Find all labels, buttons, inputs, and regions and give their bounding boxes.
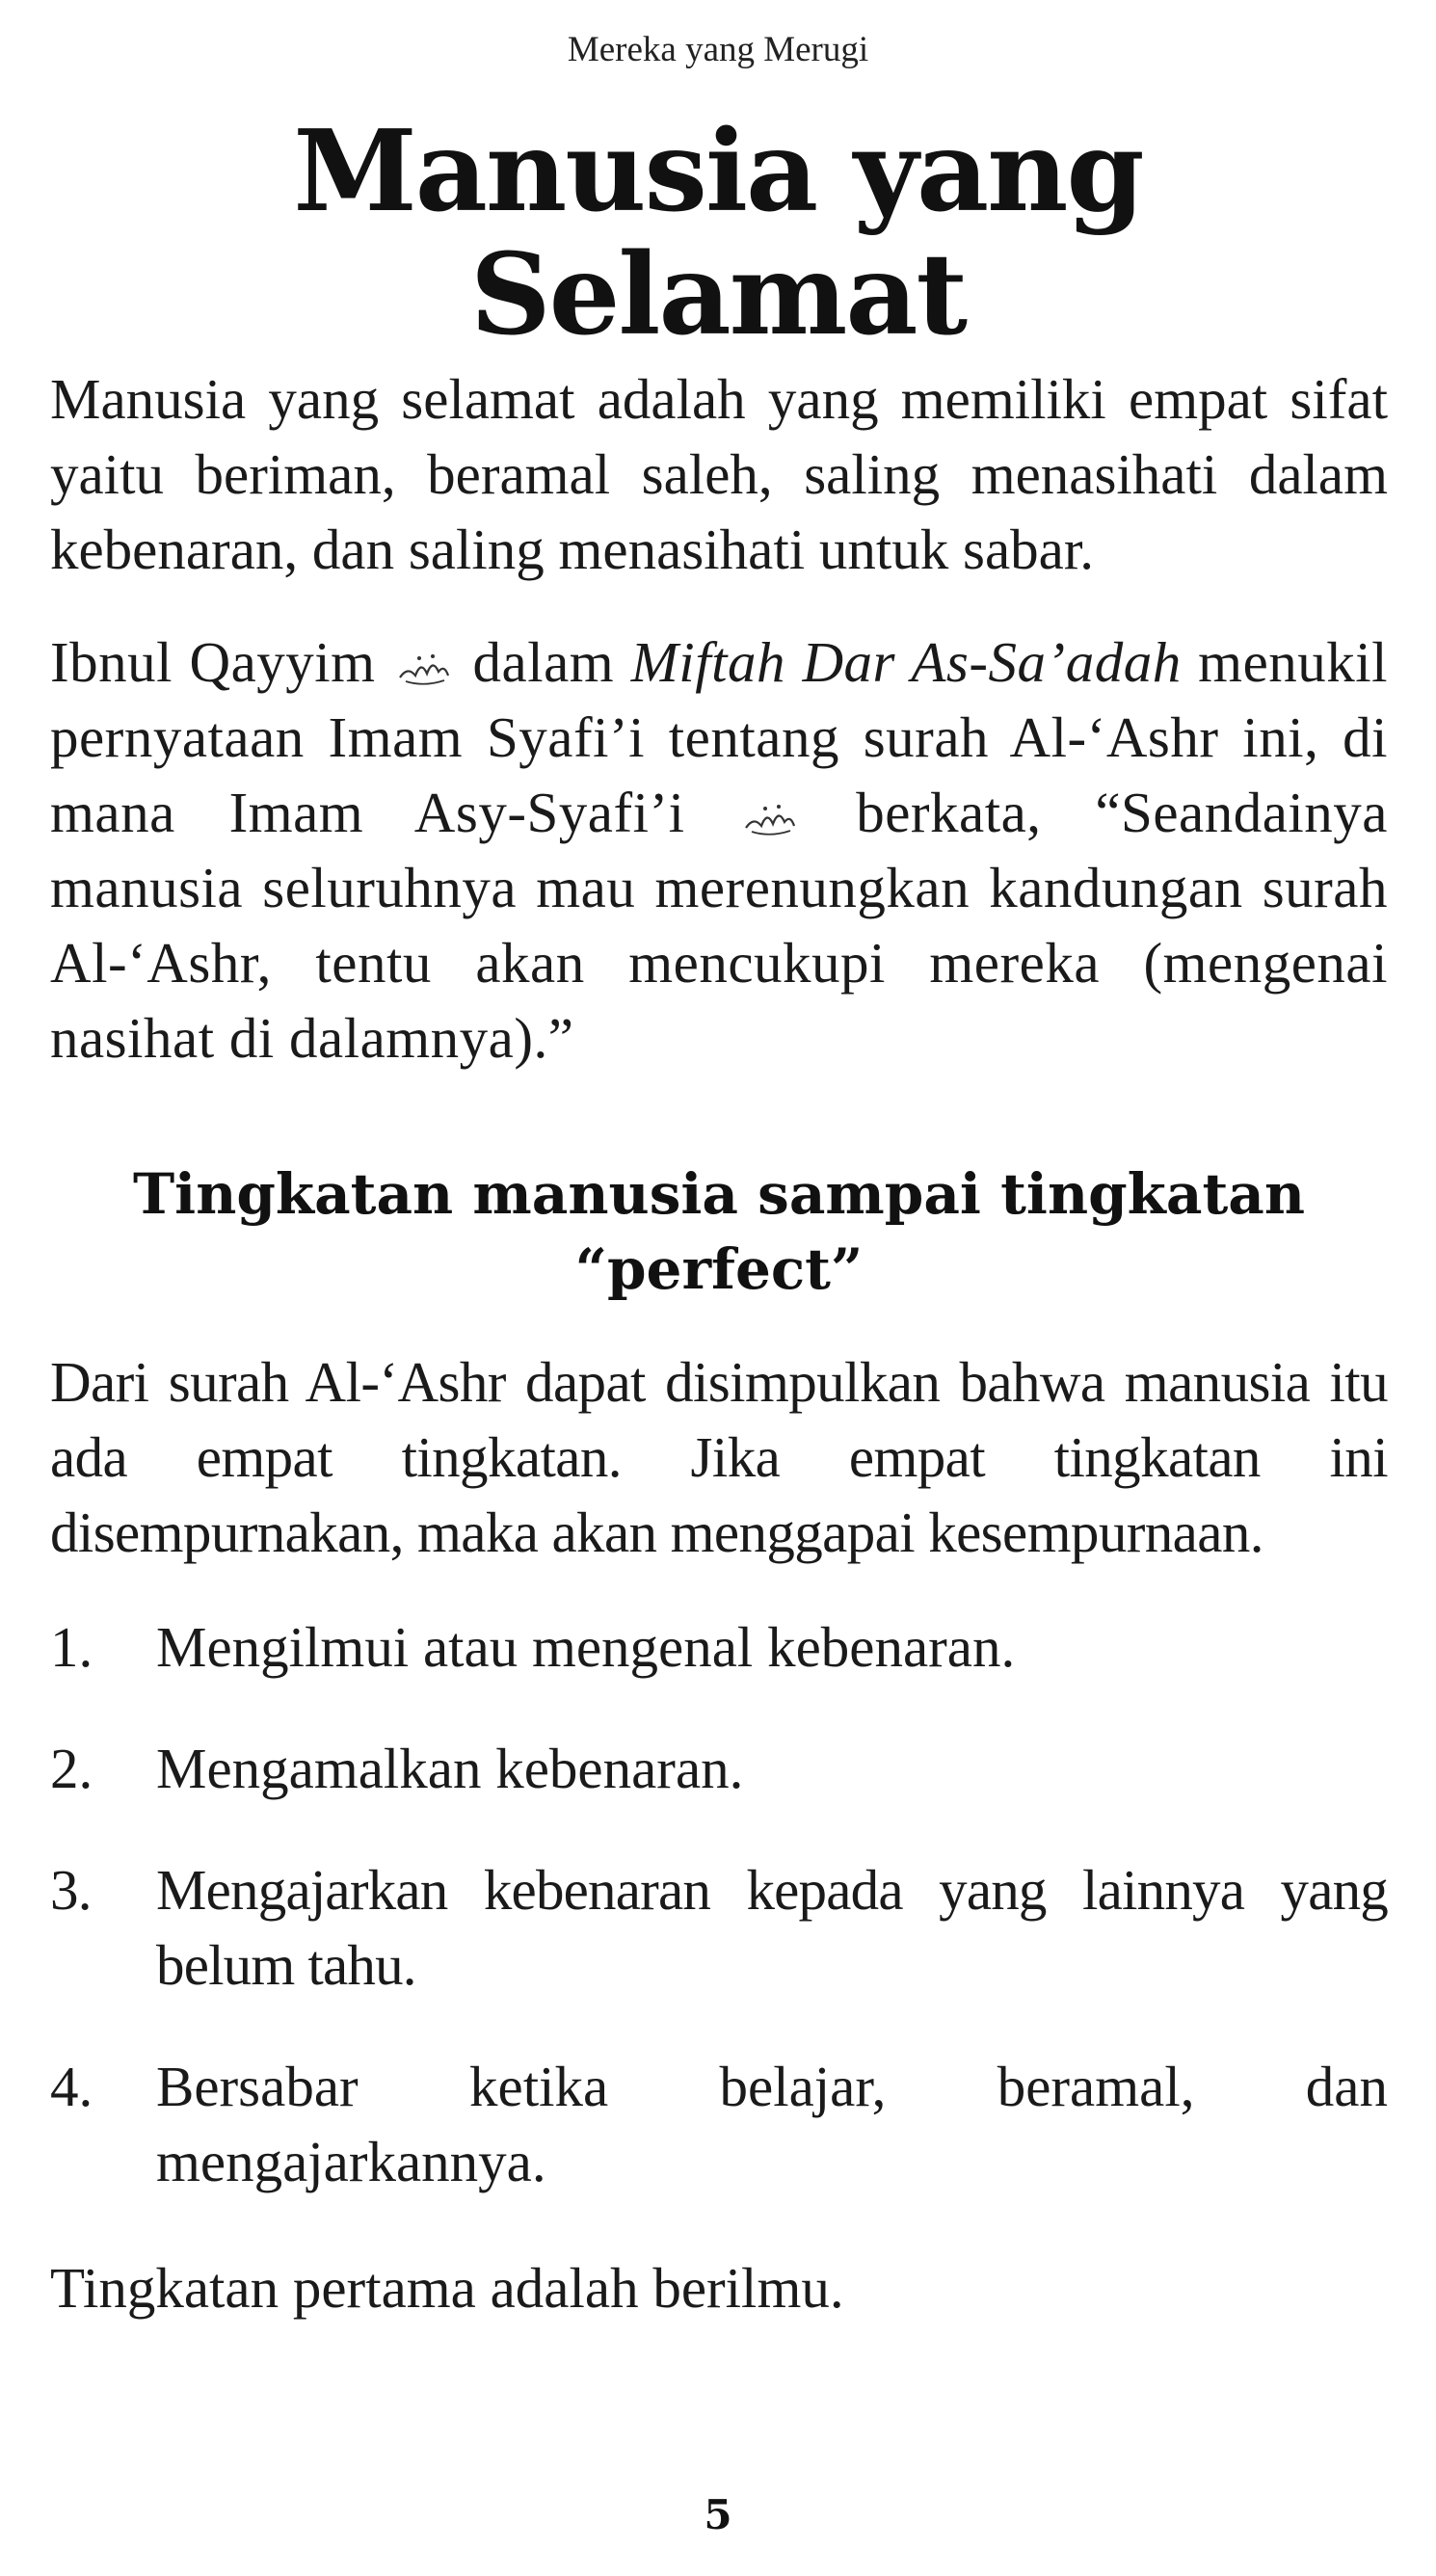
section-heading	[50, 1156, 1388, 1307]
running-header: Mereka yang Merugi	[567, 30, 869, 69]
list-item-text: Mengajarkan kebenaran kepada yang lainnya yang belum tahu.	[156, 1858, 1388, 1997]
rahimahullah-calligraphy-icon	[396, 649, 452, 687]
list-item-number: 1.	[50, 1615, 93, 1679]
book-title: Miftah Dar As-Sa’adah	[630, 630, 1182, 694]
list-item	[50, 1609, 1388, 1685]
list-item-number: 2.	[50, 1737, 93, 1800]
paragraph-text: dalam	[472, 630, 615, 694]
list-item	[50, 1731, 1388, 1806]
section-heading-line2: “perfect”	[574, 1236, 864, 1302]
list-item	[50, 1852, 1388, 2003]
list-item-text: Mengamalkan kebenaran.	[156, 1737, 744, 1800]
paragraph-text: Ibnul Qayyim	[50, 630, 376, 694]
paragraph-text: menukil pernyataan Imam Syafi’i tentang surah Al-‘Ashr ini, di mana Imam Asy-Syafi’i	[50, 630, 1389, 844]
rahimahullah-calligraphy-icon	[742, 799, 798, 837]
list-item-text: Mengilmui atau mengenal kebenaran.	[156, 1615, 1016, 1679]
paragraph-closing: Tingkatan pertama adalah berilmu.	[50, 2256, 844, 2320]
steps-list	[50, 1609, 1388, 2245]
section-heading-line1: Tingkatan manusia sampai tingkatan	[133, 1161, 1305, 1227]
list-item	[50, 2049, 1388, 2199]
page-number: 5	[704, 2491, 732, 2538]
paragraph-text: berkata, “Seandainya manusia seluruhnya mau merenungkan kandungan surah Al-‘Ashr, tentu akan mencukupi mereka (mengenai nasihat di dalamnya).”	[50, 781, 1388, 1070]
paragraph-intro: Manusia yang selamat adalah yang memiliki empat sifat yaitu beriman, beramal saleh, saling menasihati dalam kebenaran, dan saling menasihati untuk sabar.	[50, 367, 1388, 581]
list-item-number: 3.	[50, 1858, 92, 1922]
paragraph-summary: Dari surah Al-‘Ashr dapat disimpulkan bahwa manusia itu ada empat tingkatan. Jika empat tingkatan ini disempurnakan, maka akan menggapai kesempurnaan.	[50, 1350, 1388, 1564]
chapter-title: Manusia yang Selamat	[293, 106, 1143, 360]
paragraph-ibnul-qayyim	[50, 624, 1388, 1076]
list-item-number: 4.	[50, 2055, 93, 2118]
list-item-text: Bersabar ketika belajar, beramal, dan mengajarkannya.	[156, 2055, 1388, 2193]
